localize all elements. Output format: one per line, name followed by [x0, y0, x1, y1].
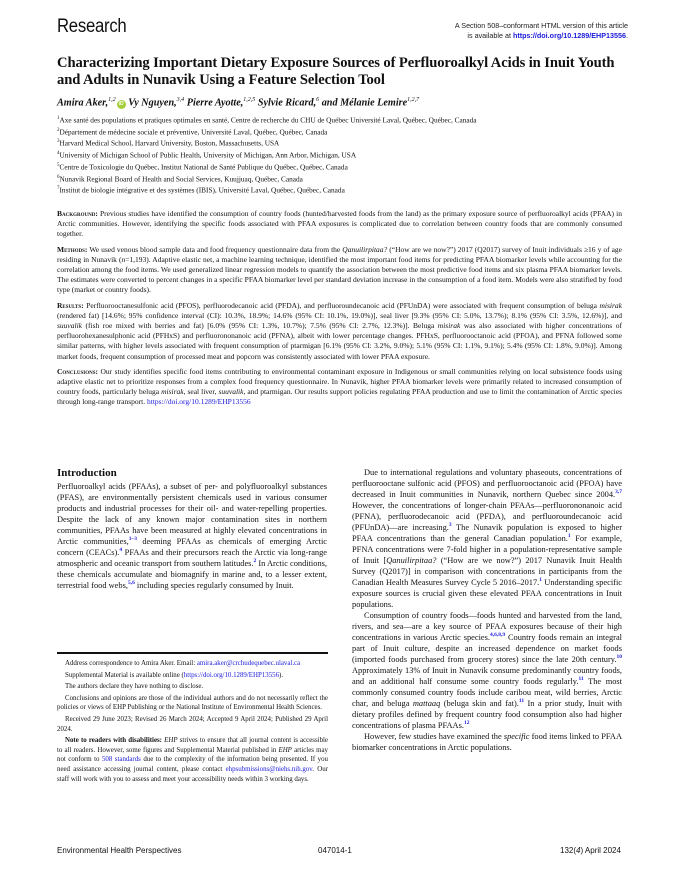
author-name: and Mélanie Lemire [321, 97, 408, 109]
citation-link[interactable]: 1 [539, 577, 542, 584]
citation-link[interactable]: 10 [616, 654, 622, 661]
citation-link[interactable]: 2 [253, 558, 257, 565]
citation-link[interactable]: 11 [518, 698, 525, 705]
abstract-conclusions: Conclusions: Our study identifies specific food items contributing to environmental contaminant exposure in Indigenous or small communities relying on local subsistence foods using adaptive elastic net to prioritize responses from a complex food frequency questionnaire. In Nunavik, higher PFAA biomarker levels were primarily related to increased consumption of country foods, particularly beluga misirak, seal liver, suuvalik, and ptarmigan. Our results support policies regulating PFAA production and use to limit the contamination of Arctic species through long-range transport. https://doi.org/10.1289/EHP13556 [57, 366, 623, 407]
abstract-heading: Results: [57, 300, 84, 310]
citation-link[interactable]: 4 [119, 547, 123, 554]
author-list [57, 97, 419, 109]
citation-link[interactable]: 1–3 [128, 536, 137, 543]
affiliation-item: $^1$Axe santé des populations et pratiques optimales en santé, Centre de recherche du CHU de Québec Université Laval, Québec, Québec, Canada [57, 115, 477, 125]
author-name: Amira Aker, [57, 97, 109, 109]
affiliation-item: $^3$Harvard Medical School, Harvard University, Boston, Massachusetts, USA [57, 138, 280, 148]
doi-link[interactable]: https://doi.org/10.1289/EHP13556 [146, 397, 251, 407]
abstract-results: Results: Perfluorooctanesulfonic acid (PFOS), perfluorodecanoic acid (PFDA), and perfluoroundecanoic acid (PFUnDA) were associated with frequent consumption of beluga misirak (rendered fat) [14.6%; 95% confidence interval (CI): 10.3%, 18.9%; 14.6% (95% CI: 10.1%, 19.0%)], seal liver [9.3% (95% CI: 5.0%, 13.7%); 8.1% (95% CI: 3.5%, 12.6%)], and suuvalik (fish roe mixed with berries and fat) [6.0% (95% CI: 1.3%, 10.7%); 7.5% (95% CI: 2.7%, 12.3%)]. Beluga misirak was also associated with higher concentrations of perfluorohexanesulphonic acid (PFHxS) and perfluorononanoic acid (PFNA), albeit with lower percentage changes. PFHxS, perfluorooctanoic acid (PFOA), and PFNA followed some similar patterns, with higher levels associated with frequent consumption of ptarmigan [6.1% (95% CI: 3.2%, 9.0%); 5.1% (95% CI: 1.1%, 9.1%); 5.4% (95% CI: 1.8%, 9.0%)]. Among market foods, frequent consumption of processed meat and popcorn was consistently associated with lower PFAA exposure. [57, 300, 622, 361]
html-version-note-line2: is available at https://doi.org/10.1289/EHP13556. [467, 30, 628, 40]
accessibility-note: Note to readers with disabilities: EHP strives to ensure that all journal content is accessible to all readers. However, some figures and Supplemental Material published in EHP articles may not conform to 508 standards due to the complexity of the information being presented. If you need assistance accessing journal content, please contact ehpsubmissions@niehs.nih.gov. Our staff will work with you to assess and meet your accessibility needs within 3 working days. [57, 737, 328, 783]
footer-volume-issue: 132(4) April 2024 [560, 846, 621, 855]
citation-link[interactable]: 4,6,8,9 [490, 632, 506, 639]
citation-link[interactable]: 3,7 [615, 489, 622, 496]
abstract-heading: Methods: [57, 244, 88, 254]
abstract-background: Background: Previous studies have identified the consumption of country foods (hunted/harvested foods from the land) as the primary exposure source of perfluoroalkyl acids (PFAA) in Arctic communities. However, identifying the specific foods associated with PFAA exposures is complicated due to correlation between country foods that are commonly consumed together. [57, 209, 623, 239]
opinions-note: Conclusions and opinions are those of the individual authors and do not necessarily reflect the policies or views of EHP Publishing or the National Institute of Environmental Health Sciences. [57, 694, 328, 712]
affiliation-item: $^2$Département de médecine sociale et préventive, Université Laval, Québec, Québec, Canada [57, 127, 328, 137]
author-affiliation-refs: 1,2,5 [243, 97, 256, 103]
html-version-link[interactable]: https://doi.org/10.1289/EHP13556 [512, 30, 626, 40]
intro-column-right [352, 467, 622, 753]
article-title: Characterizing Important Dietary Exposure Sources of Perfluoroalkyl Acids in Inuit Youth and Adults in Nunavik Using a Feature Selection Tool [57, 55, 615, 88]
author-affiliation-refs: 3,4 [176, 97, 185, 103]
affiliation-item: $^6$Nunavik Regional Board of Health and Social Services, Kuujjuaq, Québec, Canada [57, 174, 303, 184]
508-standards-link[interactable]: 508 standards [101, 756, 141, 764]
author-affiliation-refs: 1,2,7 [407, 97, 420, 103]
section-label: Research [57, 16, 127, 37]
author-name: Vy Nguyen, [128, 97, 177, 109]
citation-link[interactable]: 1 [567, 533, 571, 540]
affiliation-item: $^5$Centre de Toxicologie du Québec, Institut National de Santé Publique du Québec, Québec, Canada [57, 162, 348, 172]
citation-link[interactable]: 12 [463, 720, 470, 727]
citation-link[interactable]: 5,6 [127, 580, 135, 587]
citation-link[interactable]: 3 [448, 522, 452, 529]
intro-paragraph: However, few studies have examined the specific food items linked to PFAA biomarker concentrations in Arctic populations. [352, 732, 623, 752]
disclosure-note: The authors declare they have nothing to disclose. [65, 683, 204, 691]
supplemental-link[interactable]: https://doi.org/10.1289/EHP13556 [183, 671, 280, 679]
dates-note: Received 29 June 2023; Revised 26 March 2024; Accepted 9 April 2024; Published 29 April 2024. [57, 715, 328, 733]
intro-paragraph: Perfluoroalkyl acids (PFAAs), a subset of per- and polyfluoroalkyl substances (PFAS), are environmentally persistent chemicals used in various consumer products and industrial processes for their oil- and water-repelling properties. Despite the lack of any known major contamination sites in northern communities, PFAAs have been measured at highly elevated concentrations in Arctic communities,$^{1-3}$ deeming PFAAs as chemicals of emerging Arctic concern (CEACs).$^4$ PFAAs and their precursors reach the Arctic via long-range atmospheric and oceanic transport from southern latitudes.$^2$ In Arctic conditions, these chemicals accumulate and biomagnify in marine and, to a lesser extent, terrestrial food webs,$^{5,6}$ including species regularly consumed by Inuit. [57, 482, 327, 590]
affiliation-item: $^4$University of Michigan School of Public Health, University of Michigan, Ann Arbor, Michigan, USA [57, 150, 357, 160]
section-heading-introduction: Introduction [57, 467, 117, 479]
citation-link[interactable]: 11 [578, 676, 584, 683]
abstract-methods: Methods: We used venous blood sample data and food frequency questionnaire data from the Qanuilirpitaa? (“How are we now?”) 2017 (Q2017) survey of Inuit individuals ≥16 y of age residing in Nunavik (n=1,193). Adaptive elastic net, a machine learning technique, identified the most important food items for predicting PFAA biomarker levels while accounting for the correlation among the food items. We used generalized linear regression models to quantify the association between the most predictive food items and six plasma PFAA biomarker levels. The estimates were converted to percent changes in a specific PFAA biomarker level per standard deviation increase in the consumption of a food item. Models were also stratified by food type (market or country foods). [57, 244, 622, 295]
footnotes [57, 659, 328, 786]
correspondence-email-link[interactable]: amira.aker@crchudequebec.ulaval.ca [196, 660, 301, 667]
submissions-email-link[interactable]: ehpsubmissions@niehs.nih.gov [225, 765, 313, 773]
affiliation-item: $^7$Institut de biologie intégrative et des systèmes (IBIS), Université Laval, Québec, Québec, Canada [57, 185, 345, 195]
footer-article-number: 047014-1 [318, 846, 352, 855]
intro-column-left [57, 467, 327, 591]
intro-paragraph: Due to international regulations and voluntary phaseouts, concentrations of perfluorooctane sulfonic acid (PFOS) and perfluorooctanoic acid (PFOA) have decreased in Inuit communities in Nunavik, northern Quebec since 2004.$^{3,7}$ However, the concentrations of longer-chain PFAAs—perfluorononanoic acid (PFNA), perfluorodecanoic acid (PFDA), and perfluoroundecanoic acid (PFUnDA)—are increasing.$^3$ The Nunavik population is exposed to higher PFAA concentrations than the general Canadian population.$^1$ For example, PFNA concentrations were 7-fold higher in a population-representative sample of Inuit [Qanuilirpitaa? (“How are we now?”) 2017 Nunavik Inuit Health Survey (Q2017)] in comparison with concentrations in participants from the Canadian Health Measures Survey Cycle 5 2016–2017.$^1$ Understanding specific exposure sources is crucial given these elevated PFAA concentrations in Inuit populations. [352, 468, 622, 609]
html-version-note-line1: A Section 508–conformant HTML version of this article [454, 21, 628, 30]
footnote-divider [57, 652, 328, 654]
author-affiliation-refs: 1,2 [108, 97, 116, 103]
author-name: Pierre Ayotte, [186, 97, 244, 109]
correspondence-note: Address correspondence to Amira Aker. Email: amira.aker@crchudequebec.ulaval.ca [65, 660, 301, 667]
supplemental-note: Supplemental Material is available online (https://doi.org/10.1289/EHP13556). [65, 671, 284, 679]
author-name: Sylvie Ricard, [257, 97, 317, 109]
abstract-heading: Conclusions: [57, 366, 98, 376]
intro-paragraph: Consumption of country foods—foods hunted and harvested from the land, rivers, and sea—are a key source of PFAA exposures because of their high concentrations in various Arctic species.$^{4,6,8,9}$ Country foods remain an integral part of Inuit culture, despite an increased dependence on market foods (imported foods purchased from grocery stores) since the late 20th century.$^{10}$ Approximately 13% of Inuit in Nunavik consume predominantly country foods, and an additional half consume some country foods regularly.$^{11}$ The most commonly consumed country foods include caribou meat, wild berries, Arctic char, and beluga mattaaq (beluga skin and fat).$^{11}$ In a prior study, Inuit with dietary profiles defined by frequent country food consumption also had higher concentrations of plasma PFAAs.$^{12}$ [352, 611, 622, 730]
footer-journal-name: Environmental Health Perspectives [57, 846, 182, 855]
author-affiliation-refs: 6 [316, 97, 320, 103]
abstract-heading: Background: [57, 209, 98, 218]
affiliation-list [57, 114, 476, 196]
html-version-note [455, 21, 628, 40]
orcid-icon[interactable]: iD [118, 101, 124, 108]
abstract [57, 209, 622, 413]
